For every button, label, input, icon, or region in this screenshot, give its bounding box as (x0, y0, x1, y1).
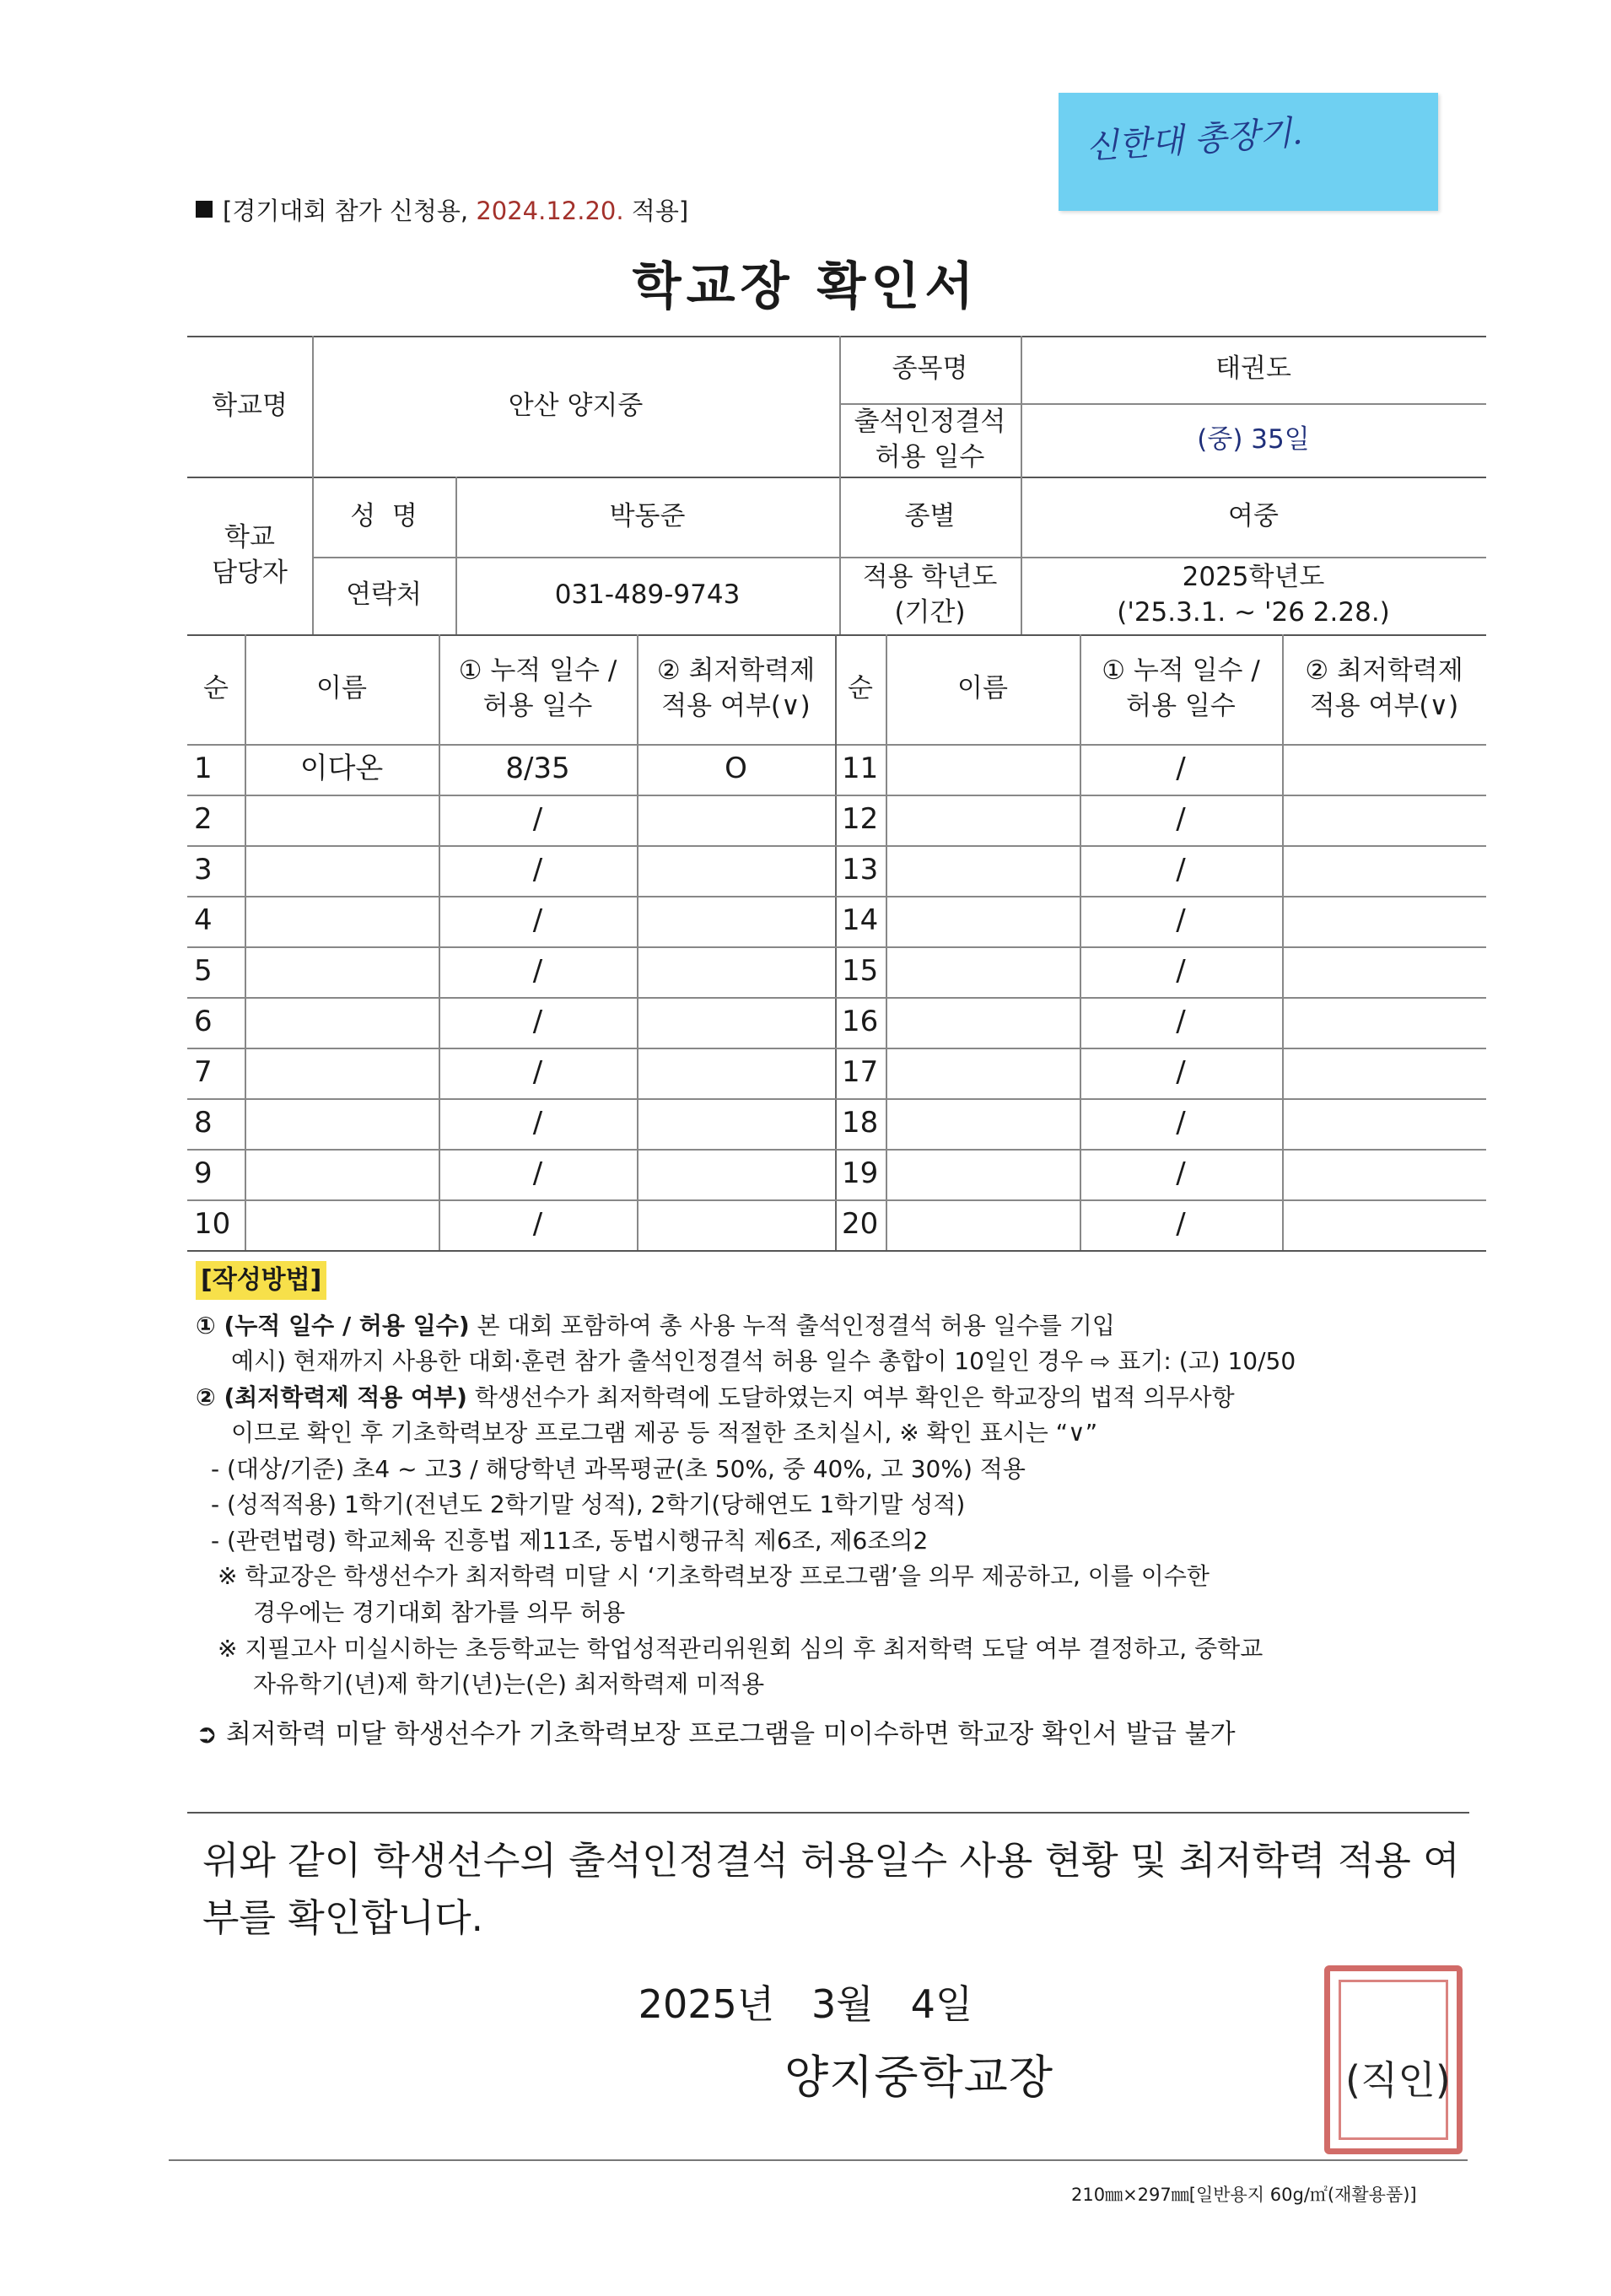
row-left-4-min (637, 896, 835, 946)
row-left-2-min (637, 795, 835, 845)
row-left-9-no: 9 (194, 1156, 213, 1191)
row-left-3-min (637, 845, 835, 896)
row-left-5-min (637, 946, 835, 997)
absence-days-value: (중) 35일 (1197, 423, 1310, 455)
row-left-1-min: O (725, 752, 747, 786)
row-left-7-name (245, 1048, 439, 1098)
row-left-10-no: 10 (194, 1207, 231, 1242)
row-left-3-days: / (532, 853, 543, 887)
row-left-2-days: / (532, 802, 543, 837)
row-right-4-name (886, 896, 1080, 946)
row-left-1-days: 8/35 (505, 752, 570, 786)
row-right-1-days: / (1176, 752, 1186, 786)
form-usage-header: [경기대회 참가 신청용, 2024.12.20. 적용] (196, 192, 688, 227)
row-right-5-name (886, 946, 1080, 997)
header-days-left: ① 누적 일수 / 허용 일수 (458, 655, 617, 721)
row-left-4-days: / (532, 903, 543, 938)
header-name-left: 이름 (316, 673, 367, 704)
row-left-3-name (245, 845, 439, 896)
school-year-value: 2025학년도 (1182, 562, 1325, 593)
row-right-8-no: 18 (842, 1106, 879, 1140)
row-left-7-days: / (532, 1055, 543, 1090)
row-right-3-days: / (1176, 853, 1186, 887)
row-left-5-no: 5 (194, 954, 213, 989)
row-left-10-name (245, 1199, 439, 1250)
guide-final-note: ➲ 최저학력 미달 학생선수가 기초학력보장 프로그램을 미이수하면 학교장 확인서 발급 불가 (196, 1718, 1236, 1749)
row-right-6-name (886, 997, 1080, 1048)
confirmation-text: 위와 같이 학생선수의 출석인정결석 허용일수 사용 현황 및 최저학력 적용 여부를 확인합니다. (202, 1838, 1460, 1940)
row-right-6-min (1282, 997, 1486, 1048)
row-right-6-days: / (1176, 1005, 1186, 1039)
guide-item-1-example: 예시) 현재까지 사용한 대회·훈련 참가 출석인정결석 허용 일수 총합이 10일인 경우 ⇨ 표기: (고) 10/50 (231, 1347, 1296, 1376)
header-days-right: ① 누적 일수 / 허용 일수 (1102, 655, 1260, 721)
row-right-5-min (1282, 946, 1486, 997)
row-right-8-min (1282, 1098, 1486, 1149)
row-right-8-days: / (1176, 1106, 1186, 1140)
row-right-7-min (1282, 1048, 1486, 1098)
school-year-period: ('25.3.1. ~ '26 2.28.) (1117, 597, 1390, 628)
guide-note-2-cont: 자유학기(년)제 학기(년)는(은) 최저학력제 미적용 (253, 1670, 765, 1699)
row-right-7-days: / (1176, 1055, 1186, 1090)
manager-name-value: 박동준 (609, 500, 686, 531)
row-right-1-no: 11 (842, 752, 879, 786)
row-right-9-no: 19 (842, 1156, 879, 1191)
row-left-9-min (637, 1149, 835, 1199)
row-right-7-no: 17 (842, 1055, 879, 1090)
sticky-note (1059, 93, 1438, 211)
row-left-8-days: / (532, 1106, 543, 1140)
row-right-5-no: 15 (842, 954, 879, 989)
school-name-value: 안산 양지중 (508, 390, 644, 421)
row-left-7-no: 7 (194, 1055, 213, 1090)
page-title: 학교장 확인서 (632, 257, 979, 316)
contact-label: 연락처 (346, 579, 422, 611)
guide-item-1: ① (누적 일수 / 허용 일수) 본 대회 포함하여 총 사용 누적 출석인정결석 허용 일수를 기입 (196, 1311, 1115, 1339)
row-right-9-name (886, 1149, 1080, 1199)
header-min-right: ② 최저학력제 적용 여부(∨) (1305, 655, 1463, 721)
row-left-3-no: 3 (194, 853, 213, 887)
header-no-left: 순 (203, 673, 229, 704)
guide-bullet-target: - (대상/기준) 초4 ~ 고3 / 해당학년 과목평균(초 50%, 중 40%, 고 30%) 적용 (211, 1454, 1026, 1483)
row-left-6-name (245, 997, 439, 1048)
row-right-2-min (1282, 795, 1486, 845)
paper-spec-footer: 210㎜×297㎜[일반용지 60g/㎡(재활용품)] (1071, 2185, 1417, 2205)
row-left-10-days: / (532, 1207, 543, 1242)
guide-heading: [작성방법] (196, 1261, 326, 1300)
row-left-10-min (637, 1199, 835, 1250)
row-right-10-name (886, 1199, 1080, 1250)
row-right-10-days: / (1176, 1207, 1186, 1242)
row-left-2-no: 2 (194, 802, 213, 837)
seal-label: (직인) (1345, 2057, 1451, 2103)
row-right-3-no: 13 (842, 853, 879, 887)
row-right-7-name (886, 1048, 1080, 1098)
row-right-4-no: 14 (842, 903, 879, 938)
absence-days-label: 출석인정결석 허용 일수 (854, 406, 1006, 472)
row-left-6-min (637, 997, 835, 1048)
applied-date: 2024.12.20. (476, 197, 624, 225)
row-left-4-name (245, 896, 439, 946)
guide-note-2: ※ 지필고사 미실시하는 초등학교는 학업성적관리위원회 심의 후 최저학력 도달 여부 결정하고, 중학교 (218, 1634, 1263, 1663)
row-right-3-name (886, 845, 1080, 896)
principal-title: 양지중학교장 (784, 2051, 1053, 2104)
row-right-2-days: / (1176, 802, 1186, 837)
row-right-10-no: 20 (842, 1207, 879, 1242)
row-left-9-name (245, 1149, 439, 1199)
school-manager-label: 학교 담당자 (212, 521, 288, 588)
header-no-right: 순 (848, 673, 873, 704)
square-bullet-icon (196, 201, 213, 218)
guide-bullet-grades: - (성적적용) 1학기(전년도 2학기말 성적), 2학기(당해연도 1학기말 성적) (211, 1490, 966, 1519)
sport-value: 태권도 (1215, 353, 1291, 385)
row-left-8-min (637, 1098, 835, 1149)
guide-item-2: ② (최저학력제 적용 여부) 학생선수가 최저학력에 도달하였는지 여부 확인은 학교장의 법적 의무사항 (196, 1382, 1235, 1411)
row-right-1-min (1282, 744, 1486, 795)
row-right-6-no: 16 (842, 1005, 879, 1039)
row-right-4-days: / (1176, 903, 1186, 938)
guide-note-1-cont: 경우에는 경기대회 참가를 의무 허용 (253, 1598, 626, 1626)
school-name-label: 학교명 (212, 390, 288, 421)
row-right-2-no: 12 (842, 802, 879, 837)
row-left-6-days: / (532, 1005, 543, 1039)
category-value: 여중 (1228, 500, 1279, 531)
row-right-1-name (886, 744, 1080, 795)
sticky-note-text: 신한대 총장기. (1084, 113, 1304, 167)
row-right-5-days: / (1176, 954, 1186, 989)
row-left-7-min (637, 1048, 835, 1098)
header-name-right: 이름 (957, 673, 1008, 704)
row-left-4-no: 4 (194, 903, 213, 938)
school-year-label: 적용 학년도 (기간) (862, 562, 998, 628)
row-left-2-name (245, 795, 439, 845)
row-right-9-min (1282, 1149, 1486, 1199)
school-year-value-cell (1021, 557, 1486, 634)
guide-note-1: ※ 학교장은 학생선수가 최저학력 미달 시 ‘기초학력보장 프로그램’을 의무 제공하고, 이를 이수한 (218, 1562, 1210, 1591)
row-left-1-name: 이다온 (299, 752, 384, 786)
row-right-2-name (886, 795, 1080, 845)
guide-item-2-cont: 이므로 확인 후 기초학력보장 프로그램 제공 등 적절한 조치실시, ※ 확인 표시는 “∨” (231, 1419, 1098, 1447)
sport-label: 종목명 (892, 353, 968, 385)
row-right-3-min (1282, 845, 1486, 896)
row-left-9-days: / (532, 1156, 543, 1191)
row-left-5-name (245, 946, 439, 997)
row-right-10-min (1282, 1199, 1486, 1250)
issue-date: 2025년 3월 4일 (638, 1981, 973, 2027)
guide-bullet-law: - (관련법령) 학교체육 진흥법 제11조, 동법시행규칙 제6조, 제6조의2 (211, 1526, 929, 1555)
row-left-8-name (245, 1098, 439, 1149)
header-min-left: ② 최저학력제 적용 여부(∨) (656, 655, 816, 721)
writing-guide (196, 1261, 1486, 1754)
row-left-1-no: 1 (194, 752, 213, 786)
row-right-8-name (886, 1098, 1080, 1149)
category-label: 종별 (904, 500, 956, 531)
contact-value: 031-489-9743 (554, 579, 741, 611)
manager-name-label: 성 명 (350, 500, 418, 531)
row-left-8-no: 8 (194, 1106, 213, 1140)
row-left-6-no: 6 (194, 1005, 213, 1039)
row-left-5-days: / (532, 954, 543, 989)
row-right-9-days: / (1176, 1156, 1186, 1191)
row-right-4-min (1282, 896, 1486, 946)
